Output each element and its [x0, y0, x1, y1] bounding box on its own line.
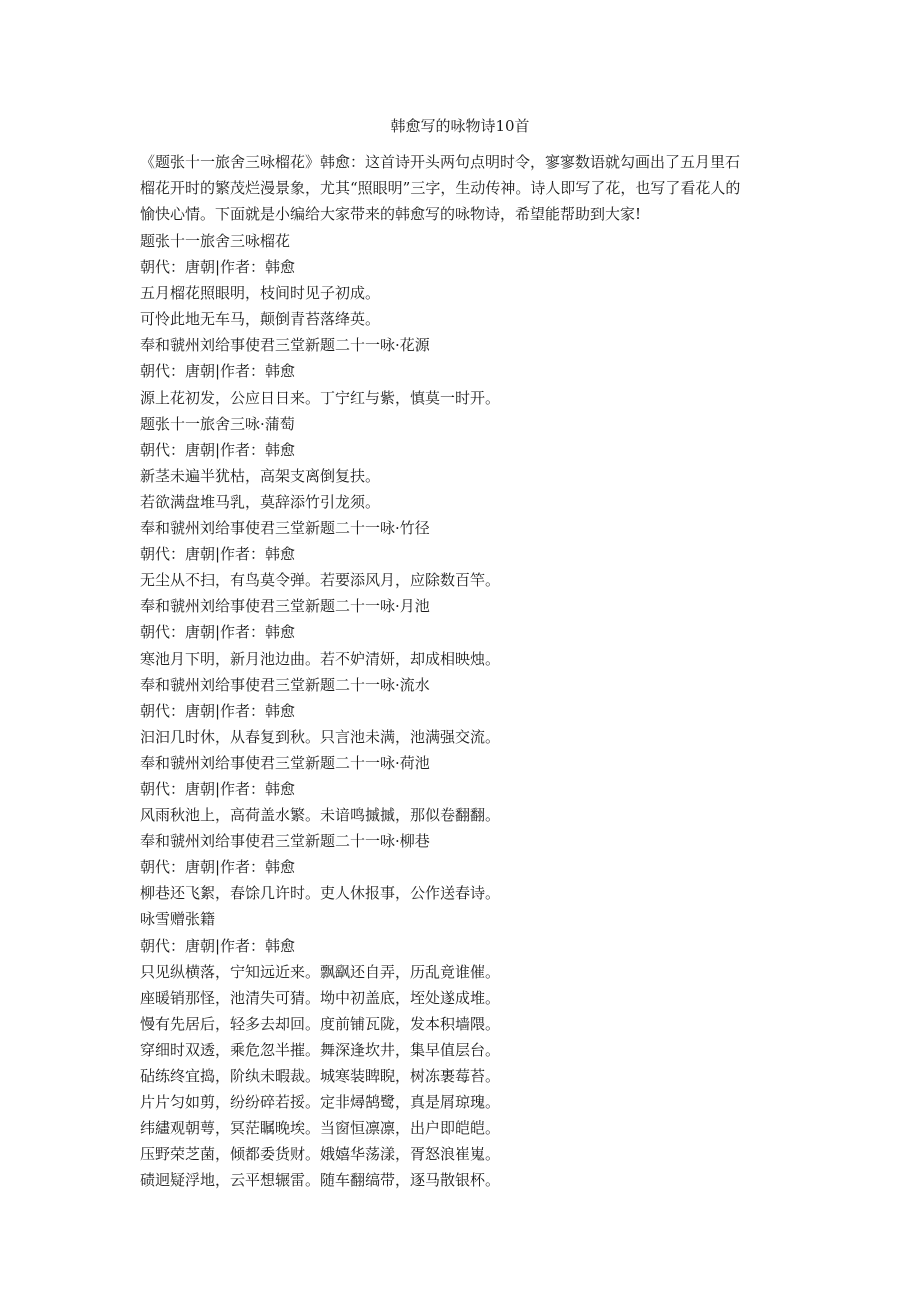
poem-author: 朝代：唐朝|作者：韩愈 — [140, 701, 296, 720]
poem-verse: 座暖销那怪，池清失可猜。坳中初盖底，垤处遂成堆。 — [140, 988, 501, 1007]
intro-paragraph — [140, 149, 790, 227]
poem-title: 咏雪赠张籍 — [140, 910, 216, 929]
poem-verse: 碛迥疑浮地，云平想辗雷。随车翻缟带，逐马散银杯。 — [140, 1171, 501, 1190]
poem-author: 朝代：唐朝|作者：韩愈 — [140, 858, 296, 877]
poem-verse: 源上花初发，公应日日来。丁宁红与紫，慎莫一时开。 — [140, 388, 501, 407]
poem-verse: 无尘从不扫，有鸟莫令弹。若要添风月，应除数百竿。 — [140, 571, 501, 590]
document-title: 韩愈写的咏物诗10首 — [390, 117, 530, 135]
poem-title: 奉和虢州刘给事使君三堂新题二十一咏·柳巷 — [140, 832, 430, 851]
poem-verse: 寒池月下明，新月池边曲。若不妒清妍，却成相映烛。 — [140, 649, 501, 668]
poem-verse: 新茎未遍半犹枯，高架支离倒复扶。 — [140, 466, 381, 485]
poem-author: 朝代：唐朝|作者：韩愈 — [140, 623, 296, 642]
poem-list — [140, 228, 790, 1193]
poem-author: 朝代：唐朝|作者：韩愈 — [140, 545, 296, 564]
poem-verse: 穿细时双透，乘危忽半摧。舞深逢坎井，集早值层台。 — [140, 1040, 501, 1059]
poem-verse: 柳巷还飞絮，春馀几许时。吏人休报事，公作送春诗。 — [140, 884, 501, 903]
poem-author: 朝代：唐朝|作者：韩愈 — [140, 440, 296, 459]
poem-title: 奉和虢州刘给事使君三堂新题二十一咏·荷池 — [140, 753, 430, 772]
poem-verse: 压野荣芝菌，倾都委货财。娥嬉华荡漾，胥怒浪崔嵬。 — [140, 1145, 501, 1164]
poem-verse: 五月榴花照眼明，枝间时见子初成。 — [140, 284, 381, 303]
poem-title: 奉和虢州刘给事使君三堂新题二十一咏·竹径 — [140, 519, 430, 538]
poem-verse: 可怜此地无车马，颠倒青苔落绛英。 — [140, 310, 381, 329]
poem-title: 奉和虢州刘给事使君三堂新题二十一咏·月池 — [140, 597, 430, 616]
poem-verse: 若欲满盘堆马乳，莫辞添竹引龙须。 — [140, 492, 381, 511]
poem-title: 题张十一旅舍三咏榴花 — [140, 232, 291, 250]
intro-line: 愉快心情。下面就是小编给大家带来的韩愈写的咏物诗，希望能帮助到大家! — [140, 205, 642, 223]
poem-verse: 片片匀如剪，纷纷碎若挼。定非燖鹄鹭，真是屑琼瑰。 — [140, 1093, 501, 1112]
poem-title: 奉和虢州刘给事使君三堂新题二十一咏·花源 — [140, 336, 430, 355]
poem-author: 朝代：唐朝|作者：韩愈 — [140, 258, 296, 277]
poem-title: 题张十一旅舍三咏·蒲萄 — [140, 414, 295, 433]
poem-verse: 只见纵横落，宁知远近来。飘飖还自弄，历乱竟谁催。 — [140, 962, 501, 981]
intro-line: 榴花开时的繁茂烂漫景象，尤其“照眼明”三字，生动传神。诗人即写了花，也写了看花人的 — [140, 179, 741, 197]
poem-verse: 砧练终宜捣，阶纨未暇裁。城寒装睥睨，树冻裹莓苔。 — [140, 1067, 501, 1085]
poem-verse: 慢有先居后，轻多去却回。度前铺瓦陇，发本积墙隈。 — [140, 1014, 501, 1033]
poem-author: 朝代：唐朝|作者：韩愈 — [140, 936, 296, 955]
poem-verse: 纬繣观朝萼，冥茫瞩晚埃。当窗恒凛凛，出户即皑皑。 — [140, 1119, 501, 1138]
poem-author: 朝代：唐朝|作者：韩愈 — [140, 362, 296, 381]
poem-title: 奉和虢州刘给事使君三堂新题二十一咏·流水 — [140, 675, 430, 694]
poem-verse: 汩汩几时休，从春复到秋。只言池未满，池满强交流。 — [140, 727, 501, 746]
intro-line: 《题张十一旅舍三咏榴花》韩愈：这首诗开头两句点明时令，寥寥数语就勾画出了五月里石 — [140, 153, 741, 171]
poem-author: 朝代：唐朝|作者：韩愈 — [140, 779, 296, 798]
poem-verse: 风雨秋池上，高荷盖水繁。未谙鸣摵摵，那似卷翻翻。 — [140, 806, 501, 825]
